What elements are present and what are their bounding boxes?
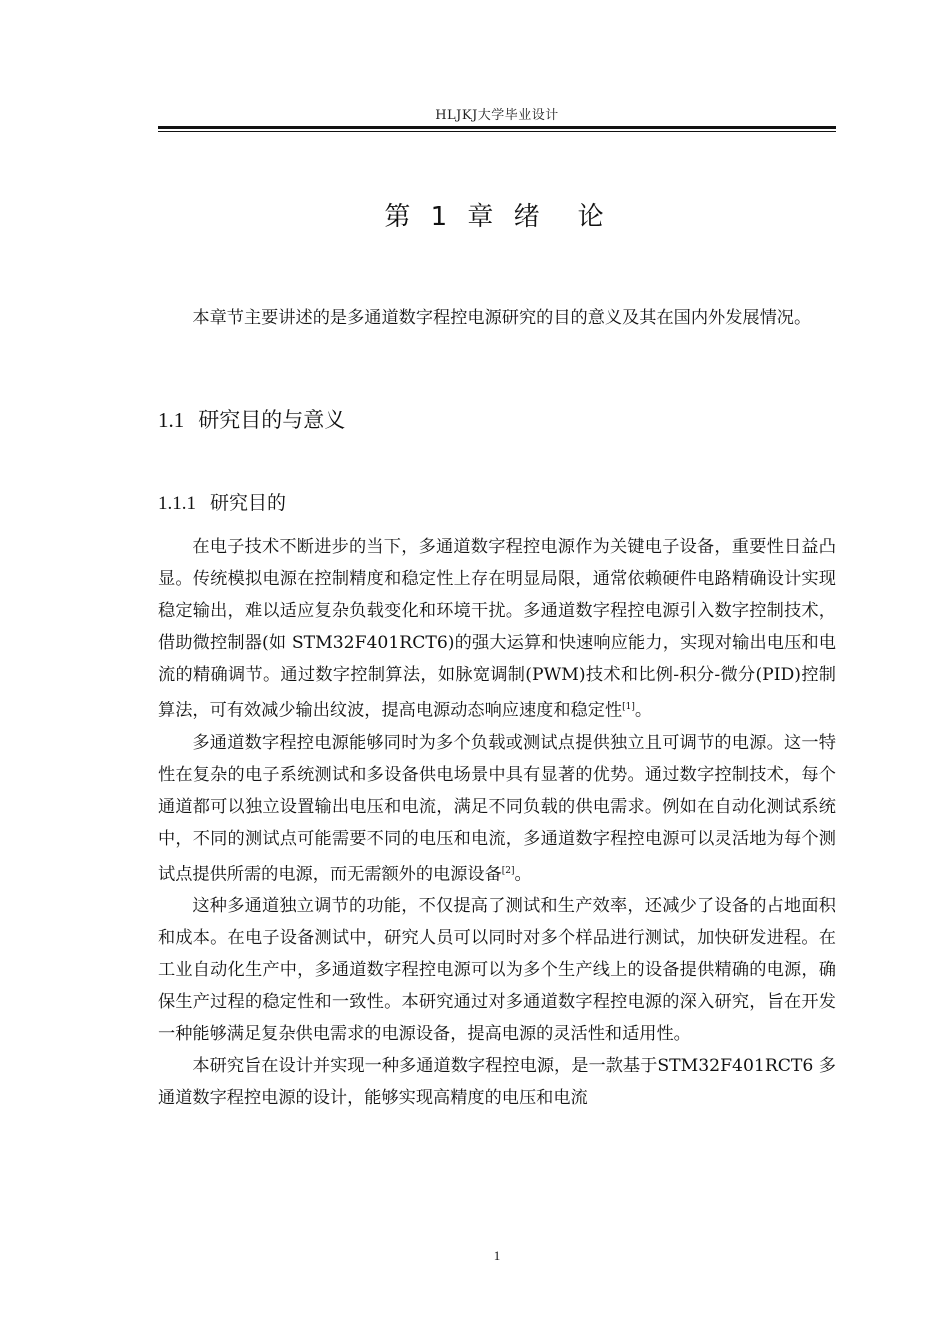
body-text [158,531,836,1114]
section-title: 研究目的与意义 [198,408,346,432]
section-number: 1.1 [158,408,185,432]
paragraph [158,531,836,727]
paragraph-text: 这种多通道独立调节的功能，不仅提高了测试和生产效率，还减少了设备的占地面积和成本。在电子设备测试中，研究人员可以同时对多个样品进行测试，加快研发进程。在工业自动化生产中，多通道数字程控电源可以为多个生产线上的设备提供精确的电源，确保生产过程的稳定性和一致性。本研究通过对多通道数字程控电源的深入研究，旨在开发一种能够满足复杂供电需求的电源设备，提高电源的灵活性和适用性。 [158,896,836,1045]
running-header: HLJKJ大学毕业设计 [435,108,559,123]
paragraph [158,727,836,891]
page-number: 1 [493,1248,501,1263]
paragraph [158,890,836,1050]
citation: [2] [501,865,515,876]
paragraph-text: 在电子技术不断进步的当下，多通道数字程控电源作为关键电子设备，重要性日益凸显。传统模拟电源在控制精度和稳定性上存在明显局限，通常依赖硬件电路精确设计实现稳定输出，难以适应复杂负载变化和环境干扰。多通道数字程控电源引入数字控制技术，借助微控制器(如 STM32F401RCT6)的强大运算和快速响应能力，实现对输出电压和电流的精确调节。通过数字控制算法，如脉宽调制(PWM)技术和比例-积分-微分(PID)控制算法，可有效减少输出纹波，提高电源动态响应速度和稳定性 [158,537,836,721]
citation: [1] [622,702,635,712]
paragraph-text: 本研究旨在设计并实现一种多通道数字程控电源，是一款基于STM32F401RCT6 多通道数字程控电源的设计，能够实现高精度的电压和电流 [158,1056,836,1109]
intro-paragraph [158,302,836,334]
header-rule-thin [158,131,836,132]
header-rule-thick [158,126,836,129]
subsection-title: 研究目的 [210,492,287,514]
paragraph-end: 。 [634,700,653,721]
subsection-number: 1.1.1 [158,493,196,514]
subsection-heading [158,488,286,515]
paragraph-text: 多通道数字程控电源能够同时为多个负载或测试点提供独立且可调节的电源。这一特性在复杂的电子系统测试和多设备供电场景中具有显著的优势。通过数字控制技术，每个通道都可以独立设置输出电压和电流，满足不同负载的供电需求。例如在自动化测试系统中，不同的测试点可能需要不同的电压和电流，多通道数字程控电源可以灵活地为每个测试点提供所需的电源，而无需额外的电源设备 [158,732,836,885]
paragraph-end: 。 [514,864,532,885]
chapter-title: 第 1 章 绪 论 [384,202,610,232]
intro-text: 本章节主要讲述的是多通道数字程控电源研究的目的意义及其在国内外发展情况。 [192,308,812,328]
section-heading [158,404,345,434]
paragraph [158,1050,836,1114]
